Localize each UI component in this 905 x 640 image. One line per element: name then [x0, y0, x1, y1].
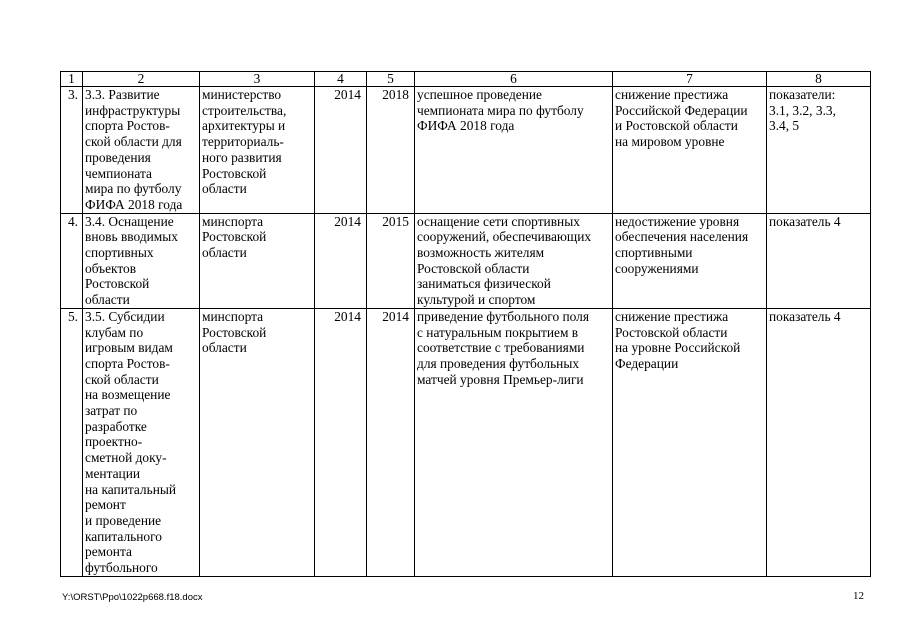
row-number: 4. — [61, 213, 83, 308]
measure-cell: 3.3. Развитие инфраструктуры спорта Ростов- ской области для проведения чемпионата мира по футболу ФИФА 2018 года — [83, 87, 200, 214]
executor-cell: министерство строительства, архитектуры и территориаль- ного развития Ростовской области — [200, 87, 315, 214]
result-cell: приведение футбольного поля с натуральным покрытием в соответствие с требованиями для проведения футбольных матчей уровня Премьер-лиги — [415, 308, 613, 576]
executor-cell: минспорта Ростовской области — [200, 213, 315, 308]
page-number: 12 — [853, 590, 864, 602]
result-cell: оснащение сети спортивных сооружений, обеспечивающих возможность жителям Ростовской области заниматься физической культурой и спортом — [415, 213, 613, 308]
end-year-cell: 2014 — [367, 308, 415, 576]
column-number-header: 4 — [315, 72, 367, 87]
consequence-cell: снижение престижа Ростовской области на уровне Российской Федерации — [613, 308, 767, 576]
measure-cell: 3.5. Субсидии клубам по игровым видам спорта Ростов- ской области на возмещение затрат по разработке проектно- сметной доку- ментации на капитальный ремонт и проведение капитального ремонта футбольного — [83, 308, 200, 576]
start-year-cell: 2014 — [315, 87, 367, 214]
measures-table — [60, 71, 871, 577]
table-header-row — [61, 72, 871, 87]
table-row — [61, 87, 871, 214]
column-number-header: 1 — [61, 72, 83, 87]
measure-cell: 3.4. Оснащение вновь вводимых спортивных объектов Ростовской области — [83, 213, 200, 308]
start-year-cell: 2014 — [315, 308, 367, 576]
indicators-cell: показатель 4 — [767, 308, 871, 576]
row-number: 3. — [61, 87, 83, 214]
end-year-cell: 2018 — [367, 87, 415, 214]
end-year-cell: 2015 — [367, 213, 415, 308]
column-number-header: 2 — [83, 72, 200, 87]
column-number-header: 3 — [200, 72, 315, 87]
table-row — [61, 308, 871, 576]
result-cell: успешное проведение чемпионата мира по футболу ФИФА 2018 года — [415, 87, 613, 214]
table-row — [61, 213, 871, 308]
executor-cell: минспорта Ростовской области — [200, 308, 315, 576]
row-number: 5. — [61, 308, 83, 576]
column-number-header: 7 — [613, 72, 767, 87]
start-year-cell: 2014 — [315, 213, 367, 308]
consequence-cell: недостижение уровня обеспечения населения спортивными сооружениями — [613, 213, 767, 308]
file-path-footer: Y:\ORST\Ppo\1022p668.f18.docx — [62, 592, 203, 603]
column-number-header: 8 — [767, 72, 871, 87]
column-number-header: 6 — [415, 72, 613, 87]
column-number-header: 5 — [367, 72, 415, 87]
consequence-cell: снижение престижа Российской Федерации и Ростовской области на мировом уровне — [613, 87, 767, 214]
indicators-cell: показатели: 3.1, 3.2, 3.3, 3.4, 5 — [767, 87, 871, 214]
indicators-cell: показатель 4 — [767, 213, 871, 308]
